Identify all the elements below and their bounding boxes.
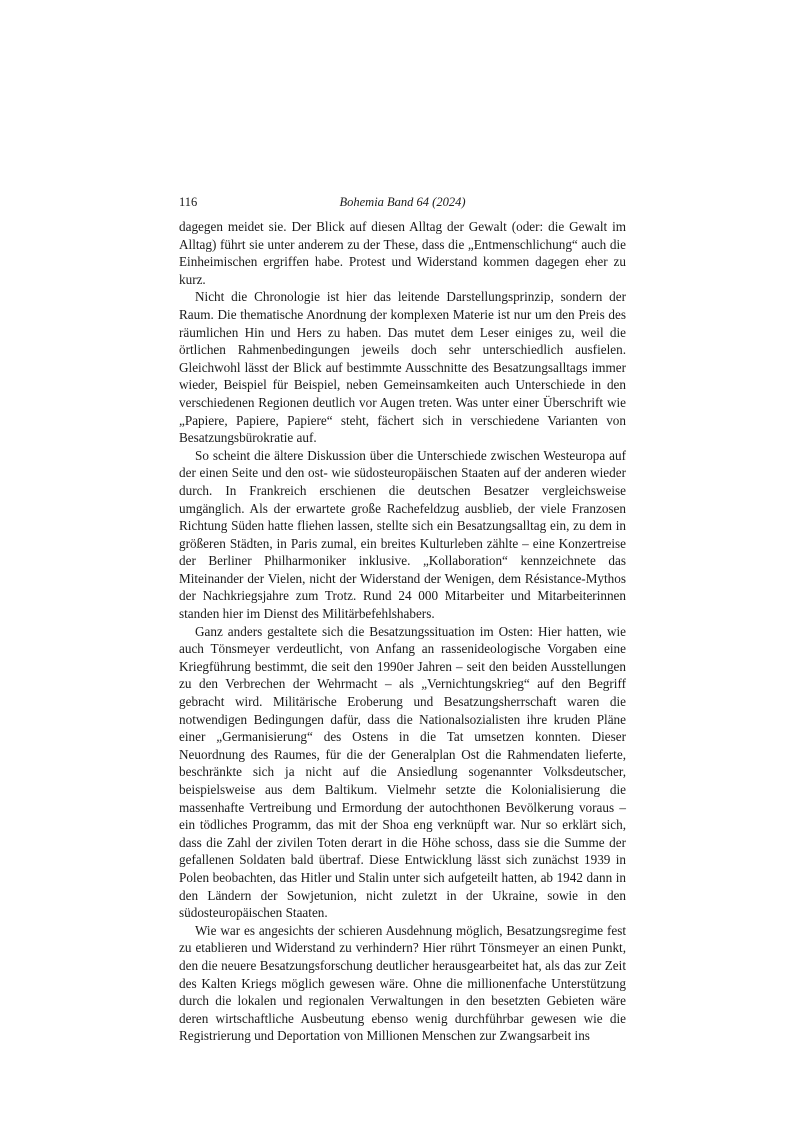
page-header <box>179 195 626 213</box>
paragraph: So scheint die ältere Diskussion über die Unterschiede zwischen Westeuropa auf der einen Seite und den ost- wie südosteuropäischen Staaten auf der anderen wieder durch. In Frankreich erschienen die deutschen Besatzer vergleichsweise umgänglich. Als der erwartete große Rachefeldzug ausblieb, der viele Franzosen Richtung Süden hatte fliehen lassen, stellte sich ein Besatzungsalltag ein, zu dem in größeren Städten, in Paris zumal, ein breites Kulturleben zählte – eine Konzertreise der Berliner Philharmoniker inklusive. „Kollaboration“ kennzeichnete das Miteinander der Vielen, nicht der Widerstand der Wenigen, dem Résistance-Mythos der Nachkriegsjahre zum Trotz. Rund 24 000 Mitarbeiter und Mitarbeiterinnen standen hier im Dienst des Militärbefehlshabers. <box>179 447 626 622</box>
paragraph: Nicht die Chronologie ist hier das leitende Darstellungsprinzip, sondern der Raum. Die thematische Anordnung der komplexen Materie ist nur um den Preis des räumlichen Hin und Hers zu haben. Das mutet dem Leser einiges zu, weil die örtlichen Rahmenbedingungen jeweils doch sehr unterschiedlich ausfielen. Gleichwohl lässt der Blick auf bestimmte Ausschnitte des Besatzungsalltags immer wieder, Beispiel für Beispiel, neben Gemeinsamkeiten auch Unterschiede in den verschiedenen Regionen deutlich vor Augen treten. Was unter einer Überschrift wie „Papiere, Papiere, Papiere“ steht, fächert sich in verschiedene Varianten von Besatzungsbürokratie auf. <box>179 289 626 446</box>
running-title: Bohemia Band 64 (2024) <box>339 195 466 209</box>
paragraph: Ganz anders gestaltete sich die Besatzungssituation im Osten: Hier hatten, wie auch Tönsmeyer verdeutlicht, von Anfang an rassenideologische Vorgaben eine Kriegführung bestimmt, die seit den 1990er Jahren – seit den beiden Ausstellungen zu den Verbrechen der Wehrmacht – als „Vernichtungskrieg“ auf den Begriff gebracht wird. Militärische Eroberung und Besatzungsherrschaft waren die notwendigen Bedingungen dafür, dass die Nationalsozialisten ihre kruden Pläne einer „Germanisierung“ des Ostens in die Tat umsetzen konnten. Dieser Neuordnung des Raumes, für die der Generalplan Ost die Rahmendaten lieferte, beschränkte sich ja nicht auf die Ansiedlung sogenannter Volksdeutscher, beispielsweise aus dem Baltikum. Vielmehr setzte die Kolonialisierung die massenhafte Vertreibung und Ermordung der autochthonen Bevölkerung voraus – ein tödliches Programm, das mit der Shoa eng verknüpft war. Nur so erklärt sich, dass die Zahl der zivilen Toten derart in die Höhe schoss, dass sie die Summe der gefallenen Soldaten bald übertraf. Diese Entwicklung lässt sich zunächst 1939 in Polen beobachten, das Hitler und Stalin unter sich aufgeteilt hatten, ab 1942 dann in den Ländern der Sowjetunion, nicht zuletzt in der Ukraine, sowie in den südosteuropäischen Staaten. <box>179 623 626 921</box>
body-text <box>179 218 626 1045</box>
paragraph: Wie war es angesichts der schieren Ausdehnung möglich, Besatzungsregime fest zu etablieren und Widerstand zu verhindern? Hier rührt Tönsmeyer an einen Punkt, den die neuere Besatzungsforschung deutlicher herausgearbeitet hat, als das zur Zeit des Kalten Kriegs möglich gewesen wäre. Ohne die millionenfache Unterstützung durch die lokalen und regionalen Verwaltungen in den besetzten Gebieten wäre deren wirtschaftliche Ausbeutung ebenso wenig durchführbar gewesen wie die Registrierung und Deportation von Millionen Menschen zur Zwangsarbeit ins <box>179 922 626 1044</box>
page-number: 116 <box>179 195 198 209</box>
paragraph: dagegen meidet sie. Der Blick auf diesen Alltag der Gewalt (oder: die Gewalt im Alltag) führt sie unter anderem zu der These, dass die „Entmenschlichung“ auch die Einheimischen ergriffen habe. Protest und Widerstand kommen dagegen eher zu kurz. <box>179 219 626 287</box>
